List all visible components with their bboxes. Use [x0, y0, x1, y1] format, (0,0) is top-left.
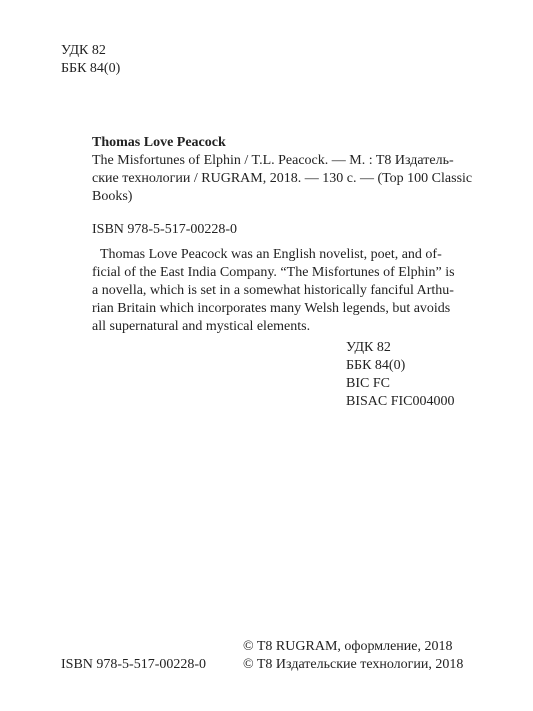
classification-code: ББК 84(0)	[346, 358, 406, 373]
classification-codes	[346, 339, 455, 411]
bibliographic-description	[92, 152, 473, 206]
bibliographic-record	[92, 134, 473, 206]
annotation	[92, 246, 464, 336]
top-classification-codes	[61, 42, 120, 78]
classification-code: УДК 82	[346, 340, 391, 355]
isbn-bottom: ISBN 978-5-517-00228-0	[61, 657, 207, 672]
annotation-line: Thomas Love Peacock was an English novelist, poet, and of-	[100, 247, 442, 262]
author-heading: Thomas Love Peacock	[92, 135, 226, 150]
isbn-middle: ISBN 978-5-517-00228-0	[92, 222, 238, 237]
classification-code: BISAC FIC004000	[346, 394, 455, 409]
copyright-line: © T8 RUGRAM, оформление, 2018	[243, 639, 453, 654]
bbk-code: ББК 84(0)	[61, 61, 121, 76]
annotation-line: all supernatural and mystical elements.	[92, 319, 311, 334]
annotation-line: ficial of the East India Company. “The Misfortunes of Elphin” is	[92, 265, 455, 280]
copyright-line: © T8 Издательские технологии, 2018	[243, 657, 464, 672]
classification-code: BIC FC	[346, 376, 390, 391]
annotation-line: a novella, which is set in a somewhat historically fanciful Arthu-	[92, 283, 454, 298]
udk-code: УДК 82	[61, 43, 106, 58]
description-line: Books)	[92, 189, 133, 204]
copyright-notices	[243, 638, 463, 674]
description-line: The Misfortunes of Elphin / T.L. Peacock. — M. : T8 Издатель-	[92, 153, 454, 168]
description-line: ские технологии / RUGRAM, 2018. — 130 с. — (Top 100 Classic	[92, 171, 473, 186]
annotation-line: rian Britain which incorporates many Welsh legends, but avoids	[92, 301, 451, 316]
